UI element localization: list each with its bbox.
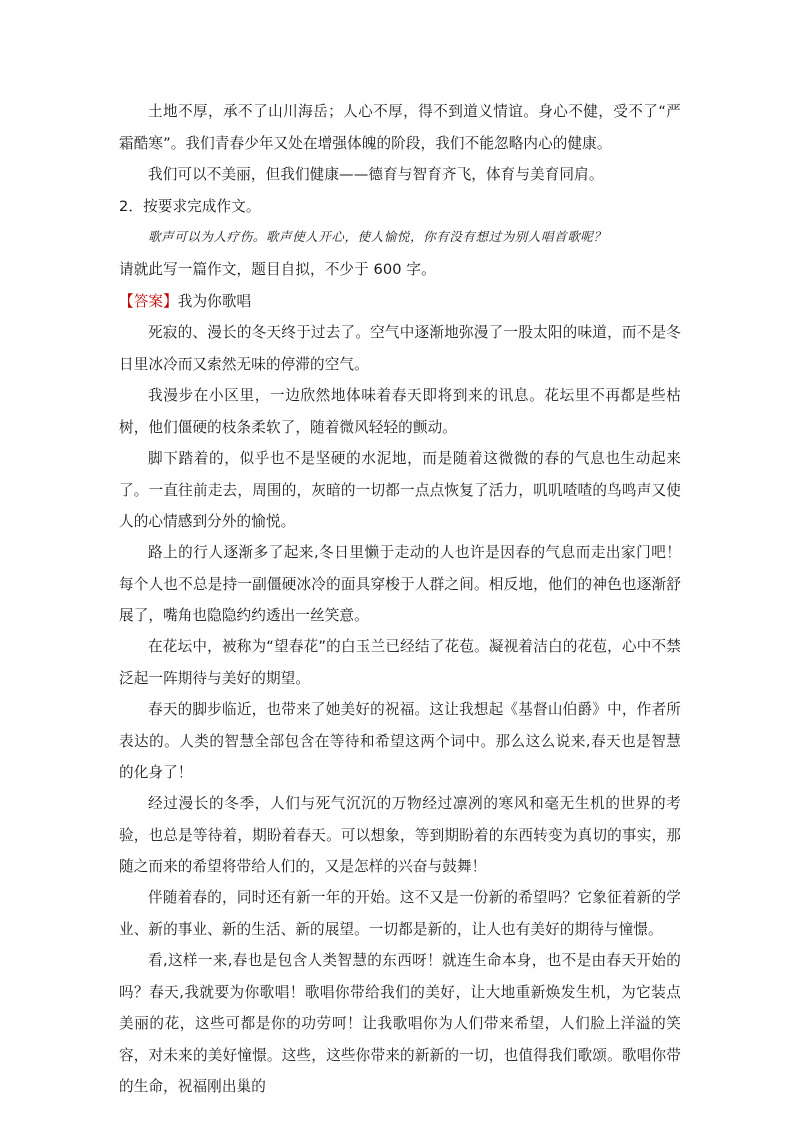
essay-paragraph-5: 在花坛中，被称为“望春花”的白玉兰已经结了花苞。凝视着洁白的花苞，心中不禁泛起一阵期待与美好的期望。 <box>119 638 681 687</box>
essay-paragraph-1: 死寂的、漫长的冬天终于过去了。空气中逐渐地弥漫了一股太阳的味道，而不是冬日里冰冷而又索然无味的停滞的空气。 <box>119 324 681 373</box>
essay-paragraph-8: 伴随着春的，同时还有新一年的开始。这不又是一份新的希望吗？它象征着新的学业、新的事业、新的生活、新的展望。一切都是新的，让人也有美好的期待与憧憬。 <box>119 889 681 938</box>
prompt-quote: 歌声可以为人疗伤。歌声使人开心，使人愉悦，你有没有想过为别人唱首歌呢？ <box>148 229 607 244</box>
question-heading: 2．按要求完成作文。 <box>119 198 261 215</box>
essay-paragraph-2: 我漫步在小区里，一边欣然地体味着春天即将到来的讯息。花坛里不再都是些枯树，他们僵硬的枝条柔软了，随着微风轻轻的颤动。 <box>119 387 681 436</box>
essay-paragraph-6: 春天的脚步临近，也带来了她美好的祝福。这让我想起《基督山伯爵》中，作者所表达的。人类的智慧全部包含在等待和希望这两个词中。那么这么说来,春天也是智慧的化身了！ <box>119 701 681 781</box>
paragraph-health-1: 土地不厚，承不了山川海岳；人心不厚，得不到道义情谊。身心不健，受不了“严霜酷寒”。我们青春少年又处在增强体魄的阶段，我们不能忽略内心的健康。 <box>119 103 681 152</box>
essay-title: 我为你歌唱 <box>177 293 252 310</box>
essay-paragraph-4: 路上的行人逐渐多了起来,冬日里懒于走动的人也许是因春的气息而走出家门吧！每个人也不总是持一副僵硬冰冷的面具穿梭于人群之间。相反地，他们的神色也逐渐舒展了，嘴角也隐隐约约透出一丝笑意。 <box>119 544 681 624</box>
answer-label: 【答案】 <box>119 293 178 310</box>
essay-paragraph-7: 经过漫长的冬季，人们与死气沉沉的万物经过凛冽的寒风和毫无生机的世界的考验，也总是等待着，期盼着春天。可以想象，等到期盼着的东西转变为真切的事实，那随之而来的希望将带给人们的，又是怎样的兴奋与鼓舞！ <box>119 795 681 875</box>
essay-paragraph-9: 看,这样一来,春也是包含人类智慧的东西呀！就连生命本身，也不是由春天开始的吗？春天,我就要为你歌唱！歌唱你带给我们的美好，让大地重新焕发生机，为它装点美丽的花，这些可都是你的功劳呵！让我歌唱你为人们带来希望，人们脸上洋溢的笑容，对未来的美好憧憬。这些，这些你带来的新新的一切，也值得我们歌颂。歌唱你带的生命，祝福刚出巢的 <box>119 952 681 1095</box>
essay-paragraph-3: 脚下踏着的，似乎也不是坚硬的水泥地，而是随着这微微的春的气息也生动起来了。一直往前走去，周围的，灰暗的一切都一点点恢复了活力，叽叽喳喳的鸟鸣声又使人的心情感到分外的愉悦。 <box>119 450 681 530</box>
paragraph-health-2: 我们可以不美丽，但我们健康——德育与智育齐飞，体育与美育同肩。 <box>148 166 604 183</box>
writing-instruction: 请就此写一篇作文，题目自拟，不少于 600 字。 <box>119 261 436 278</box>
answer-heading <box>119 286 681 318</box>
